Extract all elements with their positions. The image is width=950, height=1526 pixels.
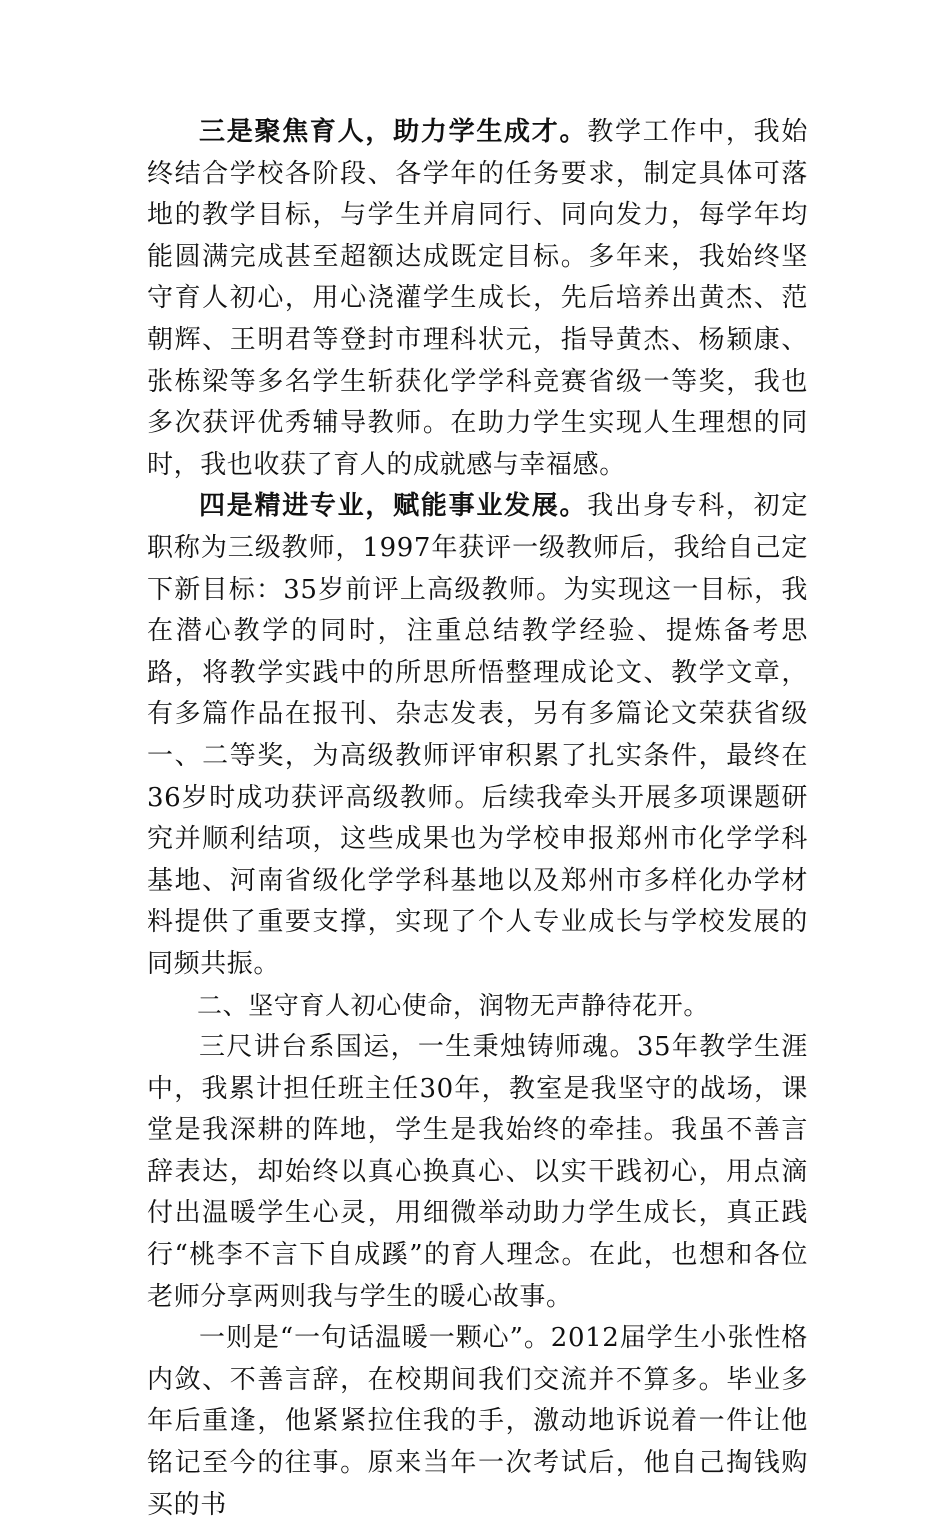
paragraph-lead-heading: 四是精进专业，赋能事业发展。 — [199, 491, 588, 522]
paragraph-text: 我出身专科，初定职称为三级教师，1997年获评一级教师后，我给自己定下新目标：35岁前评上高级教师。为实现这一目标，我在潜心教学的同时，注重总结教学经验、提炼备考思路，将教学实践中的所思所悟整理成论文、教学文章，有多篇作品在报刊、杂志发表，另有多篇论文荣获省级一、二等奖，为高级教师评审积累了扎实条件，最终在36岁时成功获评高级教师。后续我牵头开展多项课题研究并顺利结项，这些成果也为学校申报郑州市化学学科基地、河南省级化学学科基地以及郑州市多样化办学材料提供了重要支撑，实现了个人专业成长与学校发展的同频共振。 — [147, 491, 808, 979]
paragraph-student-story: 一则是“一句话温暖一颗心”。2012届学生小张性格内敛、不善言辞，在校期间我们交流并不算多。毕业多年后重逢，他紧紧拉住我的手，激动地诉说着一件让他铭记至今的往事。原来当年一次考试后，他自己掏钱购买的书 — [147, 1323, 808, 1520]
section-heading: 二、坚守育人初心使命，润物无声静待花开。 — [197, 991, 710, 1021]
paragraph-professional-growth — [147, 486, 808, 985]
paragraph-focus-education — [147, 112, 808, 486]
paragraph-teaching-career: 三尺讲台系国运，一生秉烛铸师魂。35年教学生涯中，我累计担任班主任30年，教室是我坚守的战场，课堂是我深耕的阵地，学生是我始终的牵挂。我虽不善言辞表达，却始终以真心换真心、以实干践初心，用点滴付出温暖学生心灵，用细微举动助力学生成长，真正践行“桃李不言下自成蹊”的育人理念。在此，也想和各位老师分享两则我与学生的暖心故事。 — [147, 1032, 808, 1312]
paragraph-lead-heading: 三是聚焦育人，助力学生成才。 — [199, 117, 588, 147]
document-body — [147, 112, 808, 1526]
paragraph-text: 教学工作中，我始终结合学校各阶段、各学年的任务要求，制定具体可落地的教学目标，与学生并肩同行、同向发力，每学年均能圆满完成甚至超额达成既定目标。多年来，我始终坚守育人初心，用心浇灌学生成长，先后培养出黄杰、范朝辉、王明君等登封市理科状元，指导黄杰、杨颖康、张栋梁等多名学生斩获化学学科竞赛省级一等奖，我也多次获评优秀辅导教师。在助力学生实现人生理想的同时，我也收获了育人的成就感与幸福感。 — [147, 117, 808, 480]
